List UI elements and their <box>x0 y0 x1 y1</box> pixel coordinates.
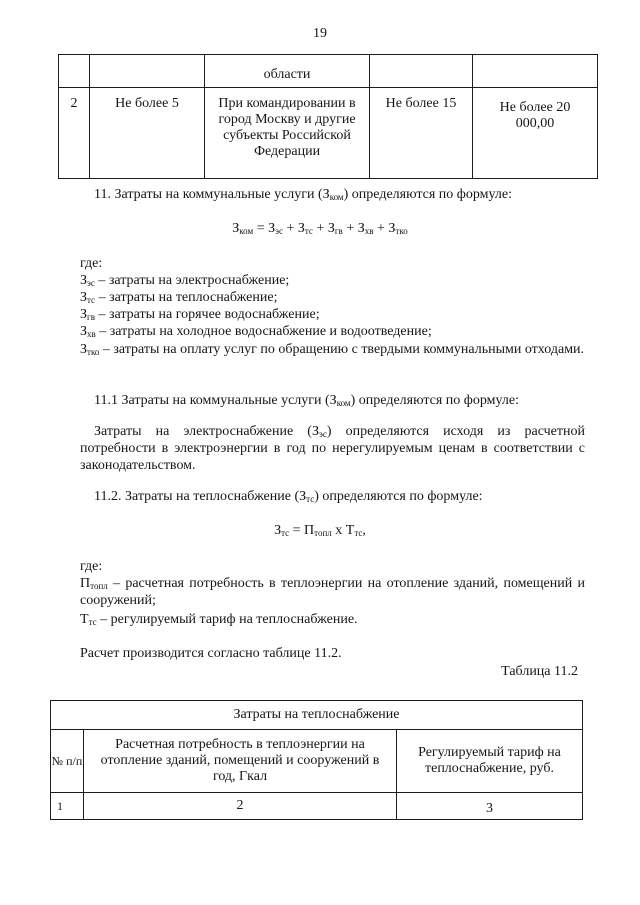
definition-line: $З_{гв}$ – затраты на горячее водоснабжение; <box>80 307 320 322</box>
table-row <box>59 55 598 88</box>
travel-norms-table <box>58 54 598 179</box>
table-cell-num: 2 <box>59 88 90 179</box>
table-header-row <box>51 730 583 793</box>
definition-line: $П_{топл}$ – расчетная потребность в теплоэнергии на отопление зданий, помещений и сооружений; <box>80 576 585 608</box>
column-header: Расчетная потребность в теплоэнергии на отопление зданий, помещений и сооружений в год, Гкал <box>84 730 397 793</box>
table-cell: 3 <box>397 793 583 820</box>
table-row <box>51 701 583 730</box>
page-number: 19 <box>313 26 327 41</box>
where-label: где: <box>80 256 103 271</box>
definition-line: $З_{хв}$ – затраты на холодное водоснабжение и водоотведение; <box>80 324 432 339</box>
table-caption: Таблица 11.2 <box>501 664 578 679</box>
table-title: Затраты на теплоснабжение <box>51 701 583 730</box>
table-row <box>59 88 598 179</box>
table-cell <box>370 55 473 88</box>
section-11-intro: 11. Затраты на коммунальные услуги $(З_{ком})$ определяются по формуле: <box>94 187 512 202</box>
table-cell: Не более 15 <box>370 88 473 179</box>
section-11-1-text: Затраты на электроснабжение $(З_{эс})$ определяются исходя из расчетной потребности в электроэнергии в год по нерегулируемым ценам в соответствии с законодательством. <box>80 424 585 473</box>
definition-line: $З_{тс}$ – затраты на теплоснабжение; <box>80 290 278 305</box>
where-label: где: <box>80 559 103 574</box>
table-cell: Не более 20 000,00 <box>473 88 598 179</box>
definition-line: $З_{тко}$ – затраты на оплату услуг по обращению с твердыми коммунальными отходами. <box>80 342 585 357</box>
section-11-2-intro: 11.2. Затраты на теплоснабжение $(З_{тс})$ определяются по формуле: <box>94 489 483 504</box>
heat-supply-table <box>50 700 583 820</box>
formula-kom: $З_{ком} = З_{эс} + З_{тс} + З_{гв} + З_{хв} + З_{тко}$ <box>232 221 408 236</box>
formula-ts: $З_{тс} = П_{топл}$ x $Т_{тс}$, <box>274 523 366 538</box>
definition-line: $З_{эс}$ – затраты на электроснабжение; <box>80 273 290 288</box>
table-row <box>51 793 583 820</box>
section-11-1-intro: 11.1 Затраты на коммунальные услуги $(З_{ком})$ определяются по формуле: <box>94 393 519 408</box>
table-cell: При командировании в город Москву и другие субъекты Российской Федерации <box>205 88 370 179</box>
column-header: № п/п <box>51 730 84 793</box>
table-cell: 2 <box>84 793 397 820</box>
table-cell <box>59 55 90 88</box>
definition-line: $Т_{тс}$ – регулируемый тариф на теплоснабжение. <box>80 612 358 627</box>
table-cell <box>473 55 598 88</box>
table-cell <box>90 55 205 88</box>
calc-note: Расчет производится согласно таблице 11.2. <box>80 646 342 661</box>
table-cell: области <box>205 55 370 88</box>
column-header: Регулируемый тариф на теплоснабжение, руб. <box>397 730 583 793</box>
table-cell: 1 <box>51 793 84 820</box>
table-cell: Не более 5 <box>90 88 205 179</box>
